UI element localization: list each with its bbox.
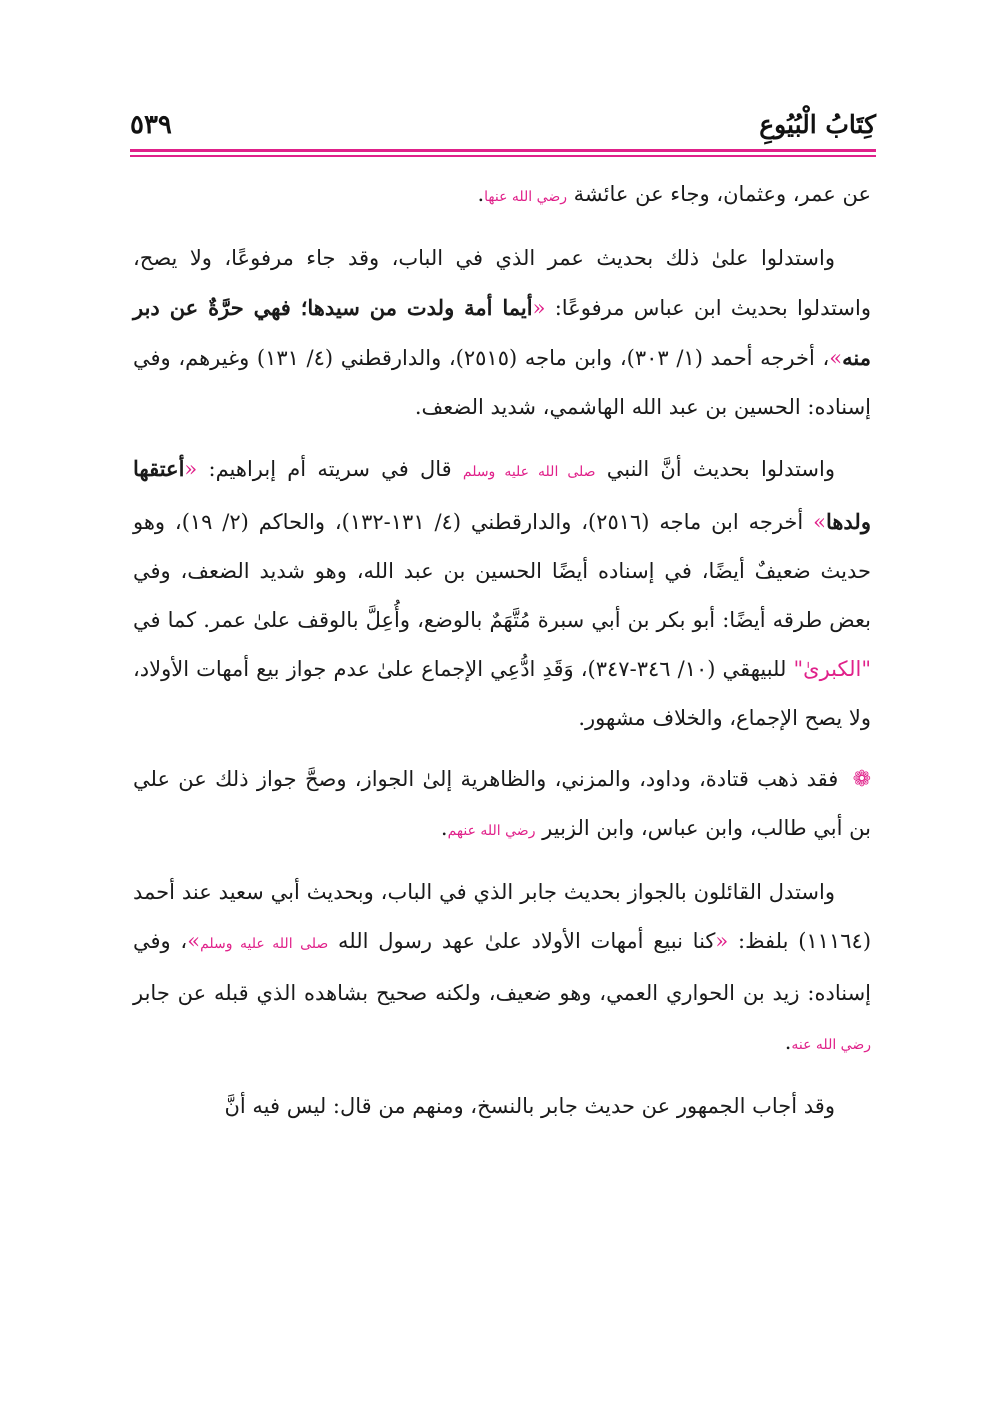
p3-text-c: أخرجه ابن ماجه (٢٥١٦)، والدارقطني (٤/ ١٣١-١٣٢)، والحاكم (٢/ ١٩)، وهو حديث ضعيفٌ أيضًا، في إسناده أيضًا الحسين بن عبد الله، وهو شديد الضعف، وفي بعض طرقه أيضًا: أبو بكر بن أبي سبرة مُتَّهَمٌ بالوضع، وأُعِلَّ بالوقف علىٰ عمر. كما في: [133, 510, 871, 632]
page-header: [130, 106, 876, 154]
p3-text-d: للبيهقي (١٠/ ٣٤٦-٣٤٧)، وَقَدِ ادُّعِي الإجماع علىٰ عدم جواز بيع أمهات الأولاد، ولا يصح الإجماع، والخلاف مشهور.: [133, 657, 871, 730]
body-text: [133, 170, 871, 1143]
honorific-glyph: رضي الله عنهم: [447, 823, 536, 839]
running-title: كِتَابُ الْبُيُوعِ: [759, 110, 876, 139]
page-number: ٥٣٩: [130, 110, 172, 140]
p2-text-b: ، أخرجه أحمد (١/ ٣٠٣)، وابن ماجه (٢٥١٥)، والدارقطني (٤/ ١٣١) وغيرهم، وفي إسناده: الحسين بن عبد الله الهاشمي، شديد الضعف.: [133, 346, 871, 419]
paragraph-4: [133, 755, 871, 856]
paragraph-6: [133, 1082, 871, 1131]
p4-text: فقد ذهب قتادة، وداود، والمزني، والظاهرية إلىٰ الجواز، وصحَّ جواز ذلك عن علي بن أبي طالب، وابن عباس، وابن الزبير: [133, 767, 871, 840]
p1-text: عن عمر، وعثمان، وجاء عن عائشة: [566, 182, 871, 206]
salawat-glyph: صلى الله عليه وسلم: [462, 464, 596, 480]
p3-text-a: واستدلوا بحديث أنَّ النبي: [595, 457, 835, 481]
flower-bullet-icon: ❁: [852, 767, 871, 792]
hadith-quote: كنا نبيع أمهات الأولاد علىٰ عهد رسول الله: [328, 929, 716, 953]
quote-open: «: [532, 296, 546, 320]
salawat-glyph: صلى الله عليه وسلم: [200, 936, 329, 952]
paragraph-5: [133, 868, 871, 1070]
quote-close: »: [829, 346, 843, 370]
p5-text-a: واستدل القائلون بالجواز بحديث جابر الذي في الباب، وبحديث أبي سعيد عند أحمد (١١١٦٤) بلفظ:: [133, 880, 872, 953]
p5-end: .: [784, 1030, 792, 1054]
hadith-quote: أيما أمة ولدت من سيدها؛ فهي حرَّةٌ عن دبر منه: [133, 295, 871, 370]
hadith-quote: أعتقها ولدها: [133, 456, 871, 534]
header-rule-thin: [130, 155, 876, 157]
book-title: "الكبرىٰ": [793, 657, 871, 681]
quote-open: «: [715, 929, 729, 953]
p1-end: .: [477, 182, 485, 206]
header-rule-thick: [130, 149, 876, 152]
honorific-glyph: رضي الله عنه: [791, 1037, 871, 1053]
p4-end: .: [440, 816, 448, 840]
quote-close: »: [187, 929, 201, 953]
paragraph-1: [133, 170, 871, 222]
honorific-glyph: رضي الله عنها: [484, 189, 567, 205]
quote-close: »: [813, 510, 826, 534]
p6-text: وقد أجاب الجمهور عن حديث جابر بالنسخ، ومنهم من قال: ليس فيه أنَّ: [224, 1094, 835, 1118]
p3-text-b: قال في سريته أم إبراهيم:: [197, 457, 463, 481]
p5-text-b: ، وفي إسناده: زيد بن الحواري العمي، وهو ضعيف، ولكنه صحيح بشاهده الذي قبله عن جابر: [133, 929, 871, 1005]
p2-text-a: واستدلوا علىٰ ذلك بحديث عمر الذي في الباب، وقد جاء مرفوعًا، ولا يصح، واستدلوا بحديث ابن عباس مرفوعًا:: [133, 246, 872, 320]
paragraph-2: [133, 234, 871, 432]
quote-open: «: [184, 457, 198, 481]
paragraph-3: [133, 444, 871, 743]
